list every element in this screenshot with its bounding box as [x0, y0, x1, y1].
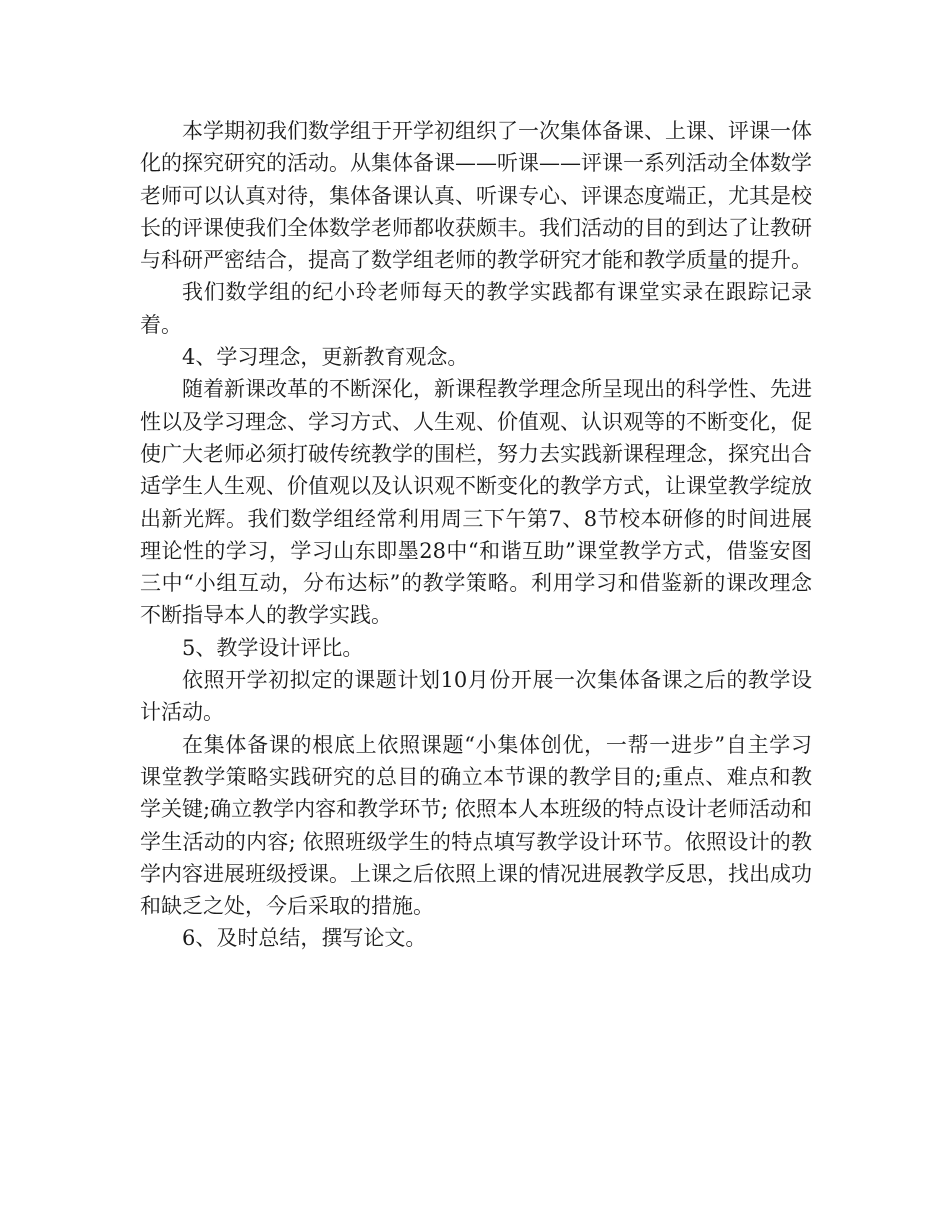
section-heading-5: 5、教学设计评比。	[182, 635, 364, 660]
paragraph-activity-intro: 本学期初我们数学组于开学初组织了一次集体备课、上课、评课一体化的探究研究的活动。从集体备课——听课——评课一系列活动全体数学老师可以认真对待，集体备课认真、听课专心、评课态度端正，尤其是校长的评课使我们全体数学老师都收获颇丰。我们活动的目的到达了让教研与科研严密结合，提高了数学组老师的教学研究才能和教学质量的提升。	[140, 119, 812, 273]
section-heading-4: 4、学习理念，更新教育观念。	[182, 345, 469, 370]
paragraph-collective-preparation: 在集体备课的根底上依照课题“小集体创优，一帮一进步”自主学习课堂教学策略实践研究的总目的确立本节课的教学目的;重点、难点和教学关键;确立教学内容和教学环节; 依照本人本班级的特点设计老师活动和学生活动的内容; 依照班级学生的特点填写教学设计环节。依照设计的教学内容进展班级授课。上课之后依照上课的情况进展教学反思，找出成功和缺乏之处，今后采取的措施。	[140, 732, 812, 919]
document-body	[140, 115, 812, 955]
section-heading-6: 6、及时总结，撰写论文。	[182, 926, 427, 951]
paragraph-curriculum-reform: 随着新课改革的不断深化，新课程教学理念所呈现出的科学性、先进性以及学习理念、学习方式、人生观、价值观、认识观等的不断变化，促使广大老师必须打破传统教学的围栏，努力去实践新课程理念，探究出合适学生人生观、价值观以及认识观不断变化的教学方式，让课堂教学绽放出新光辉。我们数学组经常利用周三下午第7、8节校本研修的时间进展理论性的学习，学习山东即墨28中“和谐互助”课堂教学方式，借鉴安图三中“小组互动，分布达标”的教学策略。利用学习和借鉴新的课改理念不断指导本人的教学实践。	[140, 377, 812, 628]
paragraph-design-plan: 依照开学初拟定的课题计划10月份开展一次集体备课之后的教学设计活动。	[140, 668, 812, 725]
paragraph-classroom-record: 我们数学组的纪小玲老师每天的教学实践都有课堂实录在跟踪记录着。	[140, 280, 812, 337]
